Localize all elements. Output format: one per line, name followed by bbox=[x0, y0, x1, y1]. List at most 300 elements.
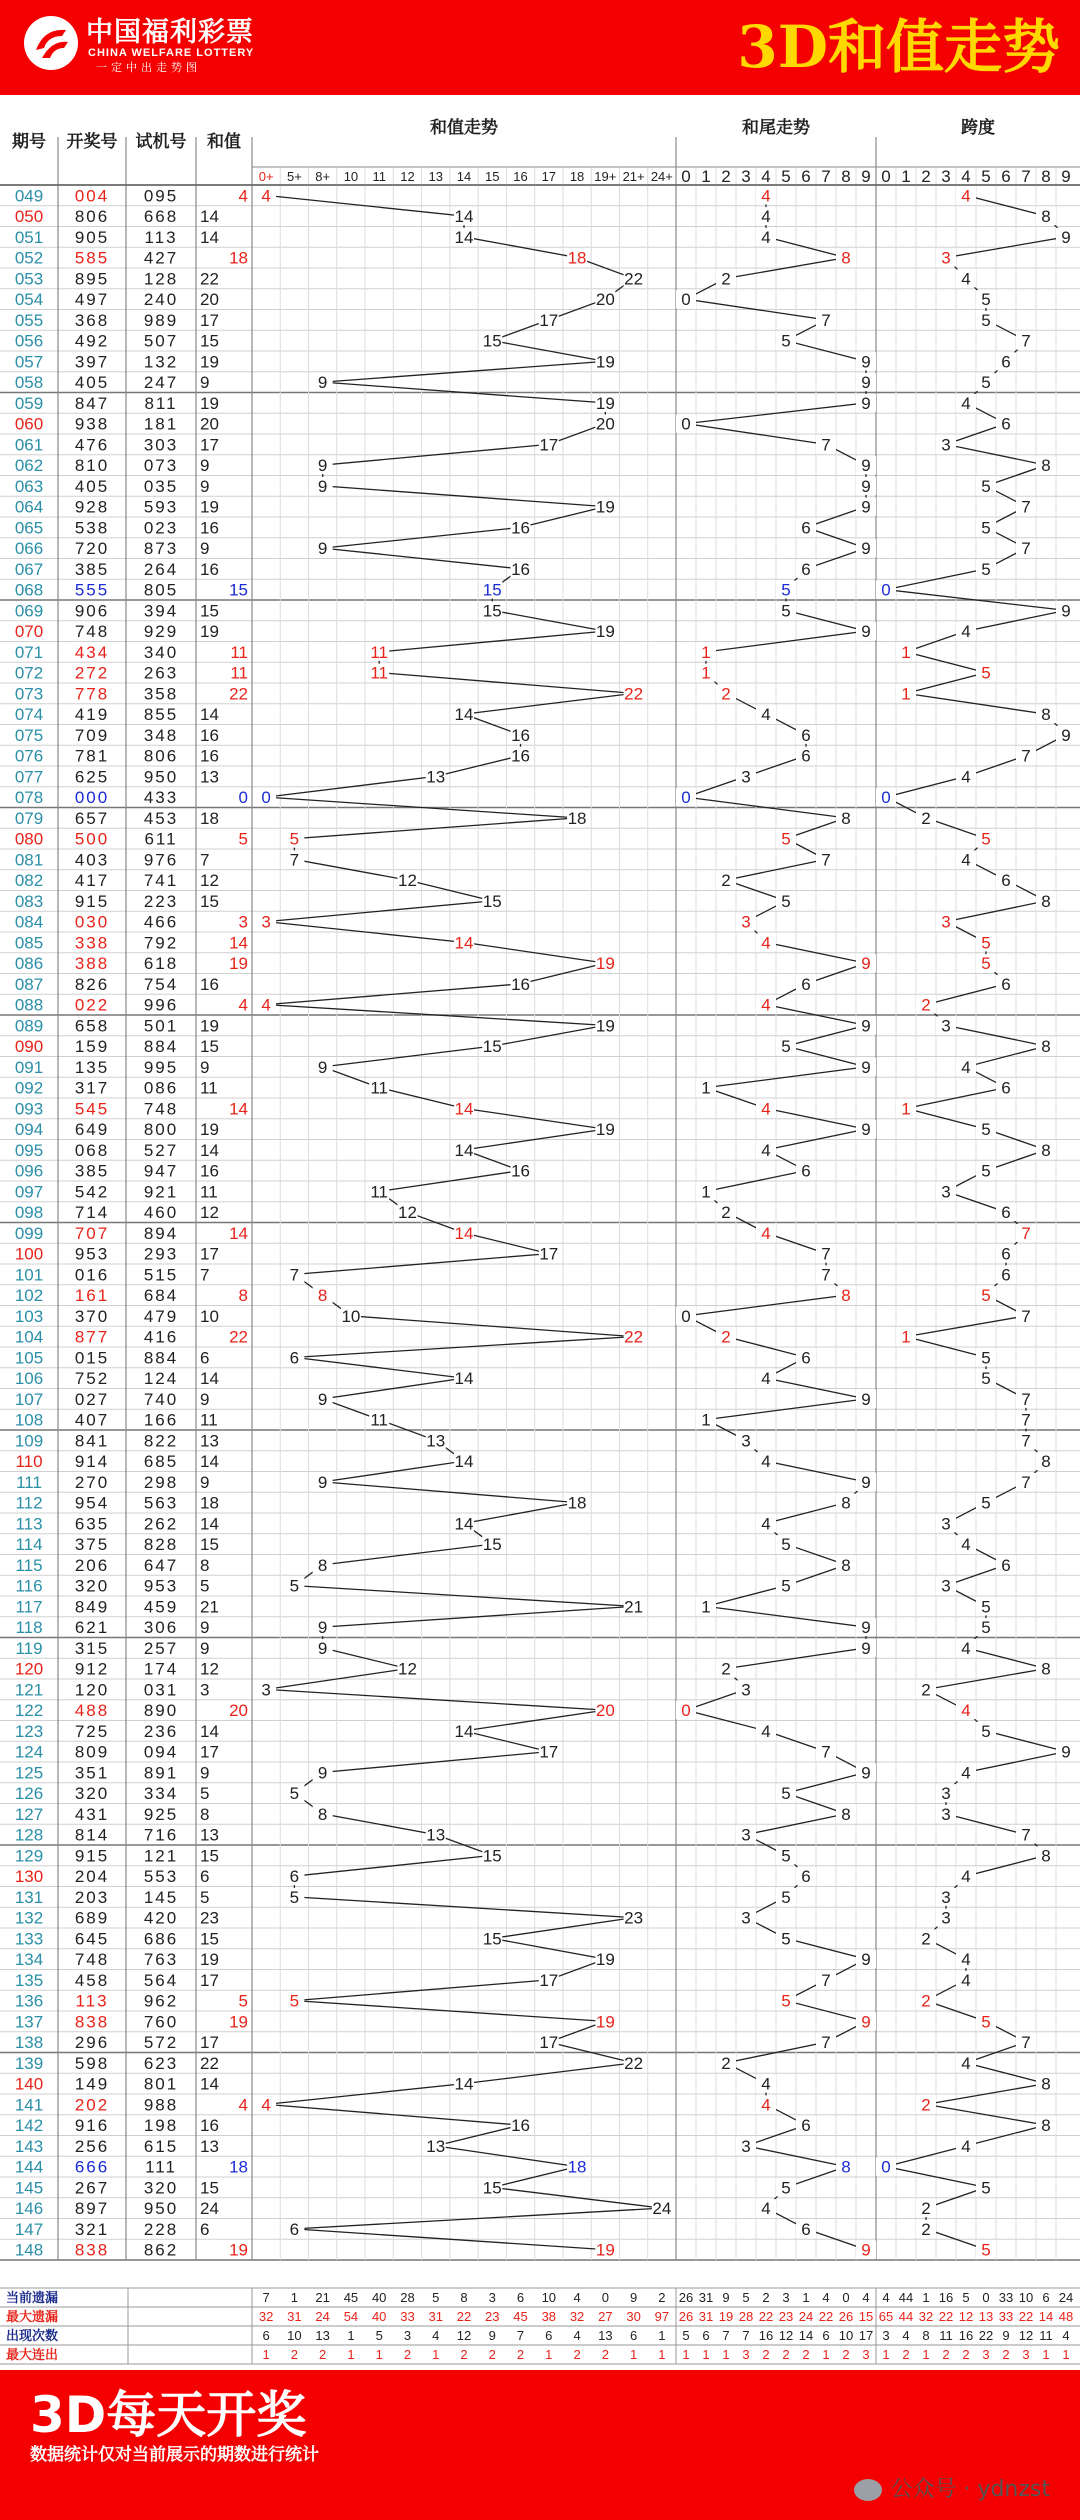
issue-cell: 049 bbox=[14, 186, 44, 206]
sum-point: 19 bbox=[595, 2240, 615, 2260]
test-cell: 501 bbox=[143, 1016, 179, 1036]
sum-point: 18 bbox=[567, 808, 587, 828]
tail-stat-value: 9 bbox=[722, 2290, 730, 2305]
tail-point: 5 bbox=[781, 1535, 791, 1555]
issue-cell: 090 bbox=[14, 1037, 44, 1057]
sum-point: 11 bbox=[370, 1182, 389, 1202]
tail-stat-value: 26 bbox=[838, 2309, 854, 2324]
issue-cell: 050 bbox=[14, 207, 44, 227]
sum-point: 19 bbox=[595, 2012, 615, 2032]
sum-point: 6 bbox=[289, 1867, 300, 1887]
tail-stat-value: 3 bbox=[862, 2347, 870, 2362]
tail-point: 4 bbox=[761, 2095, 771, 2115]
tail-point: 9 bbox=[861, 954, 871, 974]
sum-point: 9 bbox=[317, 476, 328, 496]
span-stat-value: 44 bbox=[898, 2309, 914, 2324]
sum-band-label: 14 bbox=[456, 169, 472, 184]
sum-band-label: 21+ bbox=[622, 169, 645, 184]
test-cell: 996 bbox=[143, 995, 179, 1015]
sum-point: 22 bbox=[624, 684, 644, 704]
issue-cell: 109 bbox=[14, 1431, 44, 1451]
sum-cell: 14 bbox=[200, 705, 219, 725]
sum-cell: 20 bbox=[200, 414, 219, 434]
draw-cell: 838 bbox=[74, 2012, 110, 2032]
tail-digit-label: 0 bbox=[681, 167, 691, 186]
sum-cell: 9 bbox=[200, 1638, 210, 1658]
tail-point: 5 bbox=[781, 2178, 791, 2198]
span-point: 8 bbox=[1041, 891, 1051, 911]
sum-band-label: 17 bbox=[541, 169, 557, 184]
sum-point: 14 bbox=[454, 1514, 474, 1534]
tail-point: 3 bbox=[741, 1431, 751, 1451]
sum-stat-value: 6 bbox=[262, 2328, 270, 2343]
tail-stat-value: 2 bbox=[802, 2347, 810, 2362]
issue-cell: 106 bbox=[14, 1369, 44, 1389]
span-point: 5 bbox=[981, 1618, 991, 1638]
span-point: 5 bbox=[981, 1721, 991, 1741]
test-cell: 800 bbox=[143, 1120, 179, 1140]
tail-stat-value: 22 bbox=[758, 2309, 774, 2324]
test-cell: 806 bbox=[143, 746, 179, 766]
tail-stat-value: 26 bbox=[678, 2309, 694, 2324]
sum-stat-value: 2 bbox=[460, 2347, 468, 2362]
draw-cell: 538 bbox=[74, 518, 110, 538]
draw-cell: 419 bbox=[74, 705, 110, 725]
sum-cell: 13 bbox=[200, 1825, 219, 1845]
sum-cell: 9 bbox=[200, 476, 210, 496]
tail-digit-label: 4 bbox=[761, 167, 771, 186]
draw-cell: 016 bbox=[74, 1265, 110, 1285]
sum-band-label: 10 bbox=[343, 169, 359, 184]
sum-stat-value: 7 bbox=[516, 2328, 525, 2343]
span-point: 5 bbox=[981, 559, 991, 579]
sum-cell: 9 bbox=[200, 1389, 210, 1409]
test-cell: 953 bbox=[143, 1576, 179, 1596]
sum-point: 16 bbox=[511, 2116, 530, 2136]
tail-point: 5 bbox=[781, 1037, 791, 1057]
tail-point: 2 bbox=[721, 2053, 731, 2073]
sum-cell: 14 bbox=[200, 227, 219, 247]
span-digit-label: 7 bbox=[1021, 167, 1031, 186]
sum-stat-value: 23 bbox=[485, 2309, 500, 2324]
span-stat-value: 22 bbox=[1018, 2309, 1034, 2324]
test-cell: 894 bbox=[143, 1223, 179, 1243]
tail-stat-value: 4 bbox=[822, 2290, 830, 2305]
span-point: 5 bbox=[981, 1348, 991, 1368]
issue-cell: 081 bbox=[14, 850, 44, 870]
issue-cell: 084 bbox=[14, 912, 44, 932]
sum-stat-value: 13 bbox=[315, 2328, 330, 2343]
sum-point: 12 bbox=[398, 871, 417, 891]
issue-cell: 117 bbox=[15, 1597, 43, 1617]
draw-cell: 397 bbox=[74, 352, 110, 372]
tail-point: 8 bbox=[841, 1555, 851, 1575]
tail-stat-value: 19 bbox=[718, 2309, 734, 2324]
tail-digit-label: 3 bbox=[741, 167, 751, 186]
test-cell: 257 bbox=[143, 1638, 179, 1658]
draw-cell: 954 bbox=[74, 1493, 110, 1513]
sum-band-label: 0+ bbox=[258, 169, 274, 184]
span-point: 5 bbox=[981, 829, 991, 849]
span-stat-value: 16 bbox=[938, 2290, 954, 2305]
span-stat-value: 32 bbox=[918, 2309, 934, 2324]
sum-cell: 14 bbox=[229, 933, 248, 953]
test-cell: 394 bbox=[143, 601, 179, 621]
tail-point: 9 bbox=[861, 1950, 871, 1970]
draw-cell: 492 bbox=[74, 331, 110, 351]
issue-cell: 141 bbox=[14, 2095, 44, 2115]
sum-cell: 20 bbox=[229, 1701, 248, 1721]
sum-point: 19 bbox=[595, 1950, 615, 1970]
span-point: 5 bbox=[981, 373, 991, 393]
tail-point: 7 bbox=[821, 850, 831, 870]
draw-cell: 204 bbox=[74, 1867, 110, 1887]
draw-cell: 015 bbox=[74, 1348, 110, 1368]
issue-cell: 082 bbox=[14, 871, 44, 891]
stats-label: 当前遗漏 bbox=[6, 2290, 59, 2305]
test-cell: 805 bbox=[143, 580, 179, 600]
tail-stat-value: 7 bbox=[722, 2328, 730, 2343]
draw-cell: 657 bbox=[74, 808, 110, 828]
test-cell: 223 bbox=[143, 891, 179, 911]
test-cell: 748 bbox=[143, 1099, 179, 1119]
span-point: 2 bbox=[921, 2199, 931, 2219]
span-point: 4 bbox=[961, 1763, 971, 1783]
issue-cell: 097 bbox=[14, 1182, 44, 1202]
issue-cell: 137 bbox=[14, 2012, 44, 2032]
span-point: 8 bbox=[1041, 1452, 1051, 1472]
span-point: 4 bbox=[961, 1057, 971, 1077]
tail-point: 8 bbox=[841, 1286, 851, 1306]
draw-cell: 320 bbox=[74, 1576, 110, 1596]
draw-cell: 407 bbox=[74, 1410, 110, 1430]
issue-cell: 125 bbox=[14, 1763, 44, 1783]
sum-cell: 14 bbox=[229, 1099, 248, 1119]
test-cell: 453 bbox=[143, 808, 179, 828]
test-cell: 929 bbox=[143, 622, 179, 642]
sum-cell: 11 bbox=[230, 642, 248, 662]
tail-point: 1 bbox=[701, 1182, 711, 1202]
tail-stat-value: 1 bbox=[802, 2290, 810, 2305]
span-point: 3 bbox=[941, 435, 951, 455]
test-cell: 890 bbox=[143, 1701, 179, 1721]
span-digit-label: 2 bbox=[921, 167, 931, 186]
sum-stat-value: 54 bbox=[343, 2309, 359, 2324]
sum-point: 15 bbox=[482, 1846, 502, 1866]
sum-cell: 22 bbox=[229, 1327, 248, 1347]
tail-point: 0 bbox=[681, 1306, 691, 1326]
sum-point: 19 bbox=[595, 1016, 615, 1036]
test-cell: 298 bbox=[143, 1472, 179, 1492]
test-cell: 124 bbox=[143, 1369, 179, 1389]
tail-point: 2 bbox=[721, 1203, 731, 1223]
draw-cell: 385 bbox=[74, 1161, 110, 1181]
tail-point: 1 bbox=[701, 663, 711, 683]
issue-cell: 136 bbox=[14, 1991, 44, 2011]
draw-cell: 915 bbox=[74, 1846, 110, 1866]
draw-cell: 267 bbox=[74, 2178, 110, 2198]
draw-cell: 635 bbox=[74, 1514, 110, 1534]
draw-cell: 476 bbox=[74, 435, 110, 455]
wechat-account-label: 公众号 · ydnzst bbox=[890, 2477, 1050, 2502]
sum-point: 15 bbox=[482, 1037, 502, 1057]
test-cell: 145 bbox=[143, 1887, 179, 1907]
span-point: 7 bbox=[1021, 539, 1031, 559]
issue-cell: 104 bbox=[14, 1327, 44, 1347]
span-point: 7 bbox=[1021, 1389, 1031, 1409]
span-point: 1 bbox=[901, 642, 911, 662]
span-point: 3 bbox=[941, 1016, 951, 1036]
draw-cell: 388 bbox=[74, 954, 110, 974]
test-cell: 988 bbox=[143, 2095, 179, 2115]
sum-stat-value: 40 bbox=[371, 2290, 387, 2305]
test-cell: 828 bbox=[143, 1535, 179, 1555]
sum-point: 14 bbox=[454, 933, 474, 953]
sum-cell: 19 bbox=[200, 622, 219, 642]
sum-point: 4 bbox=[261, 995, 271, 1015]
issue-cell: 095 bbox=[14, 1140, 44, 1160]
sum-cell: 3 bbox=[200, 1680, 210, 1700]
draw-cell: 938 bbox=[74, 414, 110, 434]
test-cell: 862 bbox=[143, 2240, 179, 2260]
sum-cell: 5 bbox=[200, 1887, 210, 1907]
issue-cell: 130 bbox=[14, 1867, 44, 1887]
tail-point: 2 bbox=[721, 269, 731, 289]
sum-point: 7 bbox=[289, 1265, 300, 1285]
draw-cell: 149 bbox=[74, 2074, 110, 2094]
sum-point: 16 bbox=[511, 1161, 530, 1181]
sum-cell: 17 bbox=[200, 310, 219, 330]
sum-point: 15 bbox=[482, 601, 502, 621]
sum-cell: 16 bbox=[200, 518, 219, 538]
sum-cell: 16 bbox=[200, 1161, 219, 1181]
sum-point: 19 bbox=[595, 352, 615, 372]
sum-cell: 20 bbox=[200, 290, 219, 310]
sum-point: 17 bbox=[539, 435, 559, 455]
tail-point: 8 bbox=[841, 808, 851, 828]
sum-cell: 22 bbox=[229, 684, 248, 704]
issue-cell: 146 bbox=[14, 2199, 44, 2219]
issue-cell: 064 bbox=[14, 497, 44, 517]
span-stat-value: 1 bbox=[1042, 2347, 1050, 2362]
sum-point: 9 bbox=[317, 1638, 328, 1658]
sum-point: 13 bbox=[426, 2136, 446, 2156]
draw-cell: 645 bbox=[74, 1929, 110, 1949]
sum-stat-value: 1 bbox=[290, 2290, 299, 2305]
span-point: 1 bbox=[901, 1327, 911, 1347]
sum-point: 14 bbox=[454, 207, 474, 227]
span-point: 7 bbox=[1021, 1306, 1031, 1326]
test-cell: 181 bbox=[143, 414, 179, 434]
test-cell: 264 bbox=[143, 559, 179, 579]
tail-point: 8 bbox=[841, 248, 851, 268]
draw-cell: 370 bbox=[74, 1306, 110, 1326]
sum-stat-value: 1 bbox=[375, 2347, 383, 2362]
sum-stat-value: 97 bbox=[654, 2309, 670, 2324]
test-cell: 263 bbox=[143, 663, 179, 683]
tail-stat-value: 5 bbox=[742, 2290, 750, 2305]
sum-point: 6 bbox=[289, 2219, 300, 2239]
sum-cell: 15 bbox=[200, 891, 219, 911]
span-stat-value: 2 bbox=[962, 2347, 970, 2362]
tail-point: 5 bbox=[781, 829, 791, 849]
sum-point: 19 bbox=[595, 393, 615, 413]
sum-stat-value: 1 bbox=[262, 2347, 270, 2362]
sum-stat-value: 1 bbox=[658, 2328, 666, 2343]
logo-en-text: CHINA WELFARE LOTTERY bbox=[88, 47, 255, 59]
draw-cell: 814 bbox=[74, 1825, 110, 1845]
draw-cell: 915 bbox=[74, 891, 110, 911]
draw-cell: 351 bbox=[74, 1763, 110, 1783]
sum-point: 24 bbox=[652, 2199, 672, 2219]
sum-stat-value: 2 bbox=[601, 2347, 609, 2362]
draw-cell: 720 bbox=[74, 539, 110, 559]
sum-stat-value: 24 bbox=[315, 2309, 330, 2324]
span-point: 6 bbox=[1001, 1265, 1011, 1285]
sum-cell: 17 bbox=[200, 1970, 219, 1990]
issue-cell: 123 bbox=[14, 1721, 44, 1741]
issue-cell: 101 bbox=[14, 1265, 44, 1285]
sum-point: 17 bbox=[539, 310, 559, 330]
sum-point: 3 bbox=[261, 912, 271, 932]
sum-cell: 9 bbox=[200, 373, 210, 393]
span-point: 5 bbox=[981, 933, 991, 953]
draw-cell: 203 bbox=[74, 1887, 110, 1907]
tail-stat-value: 12 bbox=[778, 2328, 794, 2343]
test-cell: 792 bbox=[143, 933, 179, 953]
tail-point: 9 bbox=[861, 1120, 871, 1140]
span-point: 5 bbox=[981, 2012, 991, 2032]
sum-cell: 5 bbox=[238, 829, 248, 849]
sum-stat-value: 9 bbox=[629, 2290, 638, 2305]
tail-point: 3 bbox=[741, 912, 751, 932]
draw-cell: 621 bbox=[74, 1618, 110, 1638]
tail-stat-value: 31 bbox=[698, 2290, 714, 2305]
tail-stat-value: 26 bbox=[678, 2290, 694, 2305]
sum-stat-value: 2 bbox=[290, 2347, 299, 2362]
sum-band-label: 19+ bbox=[594, 169, 617, 184]
issue-cell: 096 bbox=[14, 1161, 44, 1181]
test-cell: 611 bbox=[144, 829, 178, 849]
draw-cell: 666 bbox=[74, 2157, 110, 2177]
sum-cell: 14 bbox=[200, 1140, 219, 1160]
tail-point: 9 bbox=[861, 1057, 871, 1077]
span-digit-label: 8 bbox=[1041, 167, 1051, 186]
issue-cell: 088 bbox=[14, 995, 44, 1015]
sum-cell: 5 bbox=[200, 1784, 210, 1804]
draw-cell: 725 bbox=[74, 1721, 110, 1741]
span-point: 4 bbox=[961, 186, 971, 206]
issue-cell: 111 bbox=[16, 1472, 42, 1492]
sum-cell: 14 bbox=[200, 1452, 219, 1472]
tail-point: 6 bbox=[801, 746, 811, 766]
sum-point: 14 bbox=[454, 1452, 474, 1472]
span-point: 4 bbox=[961, 1970, 971, 1990]
tail-point: 4 bbox=[761, 1514, 771, 1534]
span-point: 5 bbox=[981, 518, 991, 538]
test-cell: 801 bbox=[143, 2074, 179, 2094]
test-cell: 306 bbox=[143, 1618, 179, 1638]
issue-cell: 071 bbox=[14, 642, 44, 662]
sum-point: 14 bbox=[454, 705, 474, 725]
span-point: 2 bbox=[921, 995, 931, 1015]
sum-point: 16 bbox=[511, 518, 530, 538]
draw-cell: 206 bbox=[74, 1555, 110, 1575]
sum-cell: 12 bbox=[200, 1659, 219, 1679]
sum-stat-value: 4 bbox=[573, 2328, 581, 2343]
page-header bbox=[0, 0, 1080, 95]
span-point: 0 bbox=[881, 580, 891, 600]
test-cell: 111 bbox=[145, 2157, 177, 2177]
test-cell: 420 bbox=[143, 1908, 179, 1928]
sum-cell: 9 bbox=[200, 1057, 210, 1077]
draw-cell: 022 bbox=[74, 995, 110, 1015]
draw-cell: 256 bbox=[74, 2136, 110, 2156]
span-point: 1 bbox=[901, 684, 911, 704]
test-cell: 754 bbox=[143, 974, 179, 994]
sum-point: 18 bbox=[567, 248, 587, 268]
issue-cell: 061 bbox=[14, 435, 44, 455]
draw-cell: 431 bbox=[74, 1804, 110, 1824]
sum-stat-value: 13 bbox=[598, 2328, 613, 2343]
sum-cell: 19 bbox=[200, 1120, 219, 1140]
sum-stat-value: 1 bbox=[629, 2347, 638, 2362]
tail-point: 5 bbox=[781, 601, 791, 621]
span-point: 7 bbox=[1021, 746, 1031, 766]
tail-stat-value: 3 bbox=[782, 2290, 790, 2305]
sum-stat-value: 2 bbox=[319, 2347, 327, 2362]
issue-cell: 062 bbox=[14, 456, 44, 476]
test-cell: 303 bbox=[143, 435, 179, 455]
sum-cell: 9 bbox=[200, 539, 210, 559]
draw-cell: 928 bbox=[74, 497, 110, 517]
issue-cell: 124 bbox=[14, 1742, 44, 1762]
tail-point: 5 bbox=[781, 1887, 791, 1907]
draw-cell: 375 bbox=[74, 1535, 110, 1555]
trend-chart bbox=[0, 95, 1080, 2370]
span-point: 9 bbox=[1061, 725, 1071, 745]
span-point: 4 bbox=[961, 767, 971, 787]
span-point: 8 bbox=[1041, 2116, 1051, 2136]
draw-cell: 202 bbox=[74, 2095, 110, 2115]
draw-cell: 905 bbox=[74, 227, 110, 247]
span-stat-value: 14 bbox=[1038, 2309, 1054, 2324]
sum-point: 19 bbox=[595, 954, 615, 974]
issue-cell: 134 bbox=[14, 1950, 44, 1970]
tail-point: 0 bbox=[681, 414, 691, 434]
tail-point: 2 bbox=[721, 684, 731, 704]
sum-cell: 15 bbox=[200, 1846, 219, 1866]
tail-point: 4 bbox=[761, 1452, 771, 1472]
tail-point: 6 bbox=[801, 559, 811, 579]
sum-stat-value: 38 bbox=[541, 2309, 557, 2324]
tail-point: 9 bbox=[861, 2012, 871, 2032]
span-digit-label: 1 bbox=[901, 167, 911, 186]
sum-cell: 9 bbox=[200, 1618, 210, 1638]
span-point: 7 bbox=[1021, 2033, 1031, 2053]
tail-stat-value: 16 bbox=[758, 2328, 774, 2343]
span-stat-value: 4 bbox=[1062, 2328, 1070, 2343]
span-point: 6 bbox=[1001, 1555, 1011, 1575]
span-point: 5 bbox=[981, 1161, 991, 1181]
footer-note: 数据统计仅对当前展示的期数进行统计 bbox=[30, 2445, 319, 2465]
issue-cell: 066 bbox=[14, 539, 44, 559]
draw-cell: 585 bbox=[74, 248, 110, 268]
span-point: 4 bbox=[961, 622, 971, 642]
sum-stat-value: 3 bbox=[488, 2290, 496, 2305]
issue-cell: 147 bbox=[14, 2219, 44, 2239]
span-point: 8 bbox=[1041, 1846, 1051, 1866]
